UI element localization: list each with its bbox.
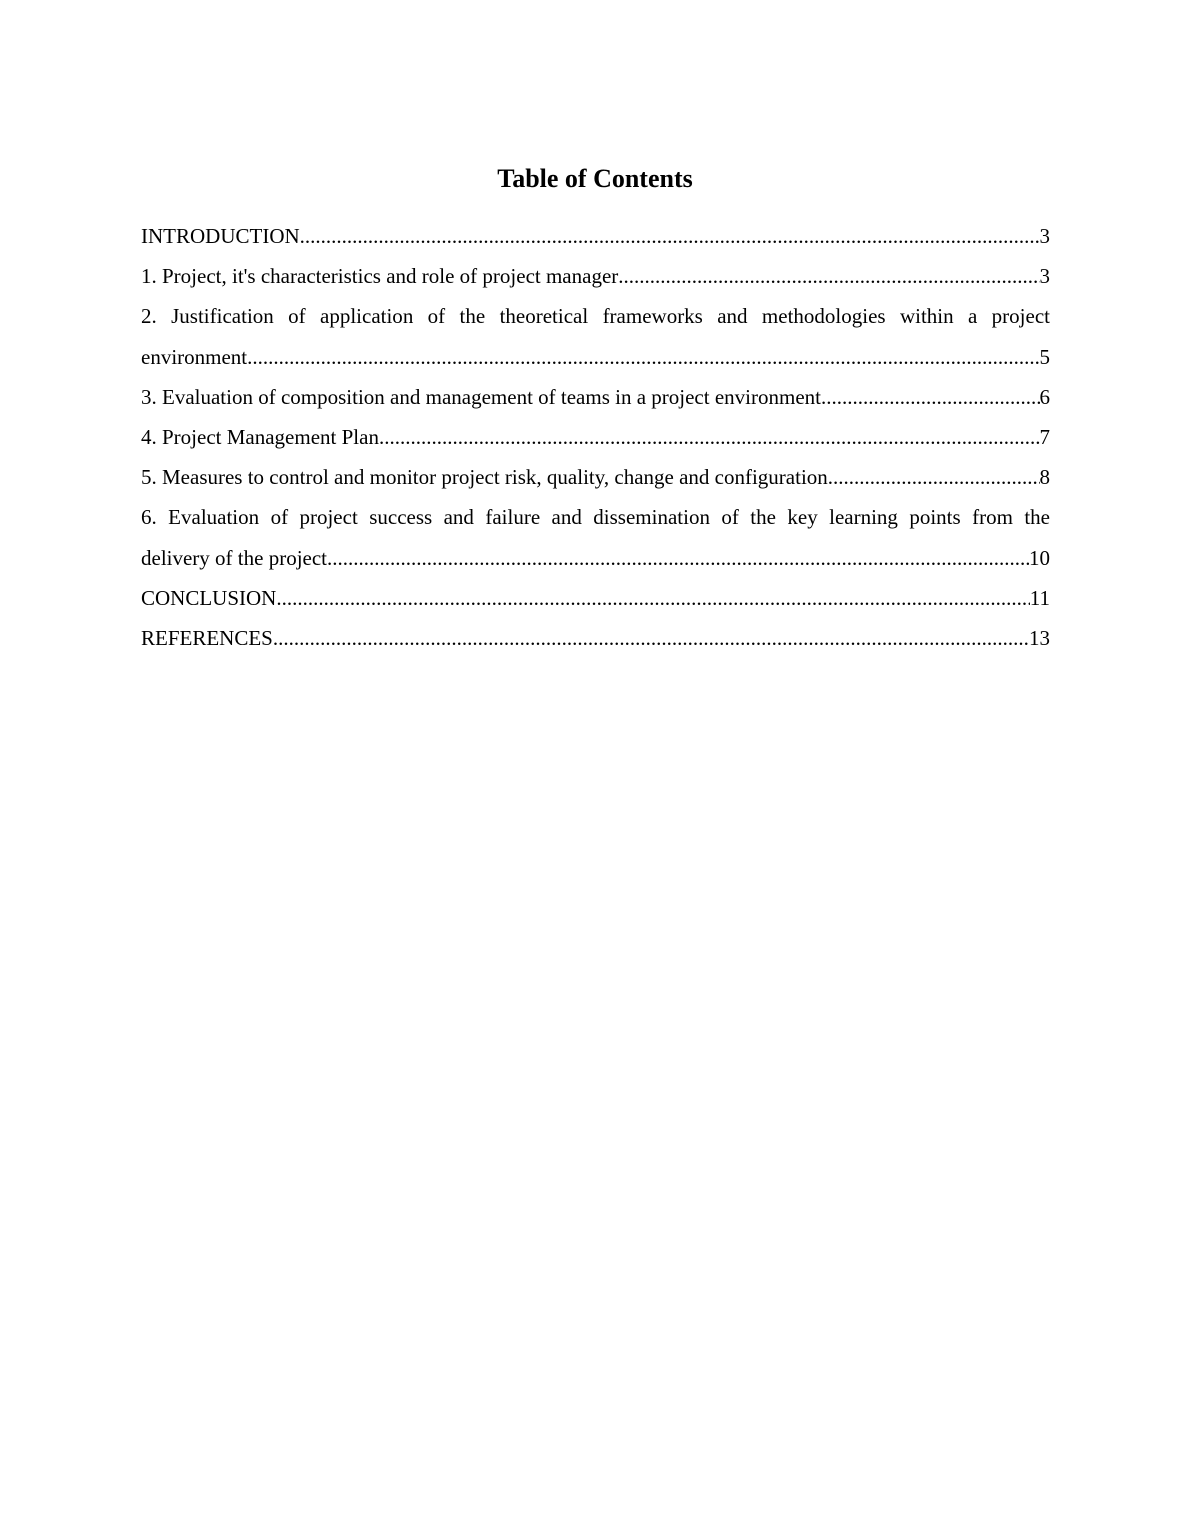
toc-entry-text: REFERENCES (141, 626, 273, 651)
toc-page-number: 6 (1039, 384, 1050, 409)
toc-dot-leader (276, 578, 1029, 618)
toc-entry-text-line1: 2. Justification of application of the theoretical frameworks and methodologies within a project (141, 304, 1050, 329)
toc-entry-text: 4. Project Management Plan (141, 425, 379, 450)
toc-entry-introduction[interactable] (141, 216, 1050, 256)
toc-page-number: 10 (1029, 545, 1050, 570)
toc-dot-leader (828, 457, 1040, 497)
toc-entry-text-line2: environment (141, 344, 248, 369)
toc-page-number: 8 (1039, 465, 1050, 490)
toc-page-number: 7 (1039, 425, 1050, 450)
toc-entry-section-4[interactable] (141, 417, 1050, 457)
toc-entry-text-line1: 6. Evaluation of project success and failure and dissemination of the key learning points from the (141, 505, 1050, 530)
toc-dot-leader (618, 256, 1039, 296)
toc-entry-line2 (141, 538, 1050, 578)
toc-title: Table of Contents (497, 164, 693, 193)
toc-entry-text: 3. Evaluation of composition and management of teams in a project environment (141, 384, 821, 409)
toc-dot-leader (379, 417, 1040, 457)
toc-dot-leader (273, 618, 1029, 658)
toc-page-number: 3 (1039, 224, 1050, 248)
toc-dot-leader (247, 337, 1039, 377)
toc-list (141, 216, 1050, 658)
toc-page-number: 3 (1039, 264, 1050, 289)
toc-entry-text-line2: delivery of the project (141, 545, 328, 570)
toc-dot-leader (327, 538, 1029, 578)
toc-dot-leader (821, 377, 1040, 417)
toc-page-number: 13 (1029, 626, 1050, 651)
toc-entry-text: INTRODUCTION (141, 224, 300, 248)
toc-entry-section-2[interactable] (141, 296, 1050, 376)
toc-entry-section-1[interactable] (141, 256, 1050, 296)
toc-entry-section-5[interactable] (141, 457, 1050, 497)
toc-entry-line2 (141, 337, 1050, 377)
toc-page-number: 11 (1029, 585, 1050, 610)
toc-dot-leader (300, 216, 1040, 256)
toc-entry-section-3[interactable] (141, 377, 1050, 417)
toc-entry-text: CONCLUSION (141, 585, 277, 610)
toc-entry-references[interactable] (141, 618, 1050, 658)
toc-entry-text: 1. Project, it's characteristics and role of project manager (141, 264, 619, 289)
toc-entry-conclusion[interactable] (141, 578, 1050, 618)
toc-page-number: 5 (1039, 344, 1050, 369)
toc-entry-section-6[interactable] (141, 497, 1050, 577)
toc-entry-text: 5. Measures to control and monitor project risk, quality, change and configuration (141, 465, 828, 490)
